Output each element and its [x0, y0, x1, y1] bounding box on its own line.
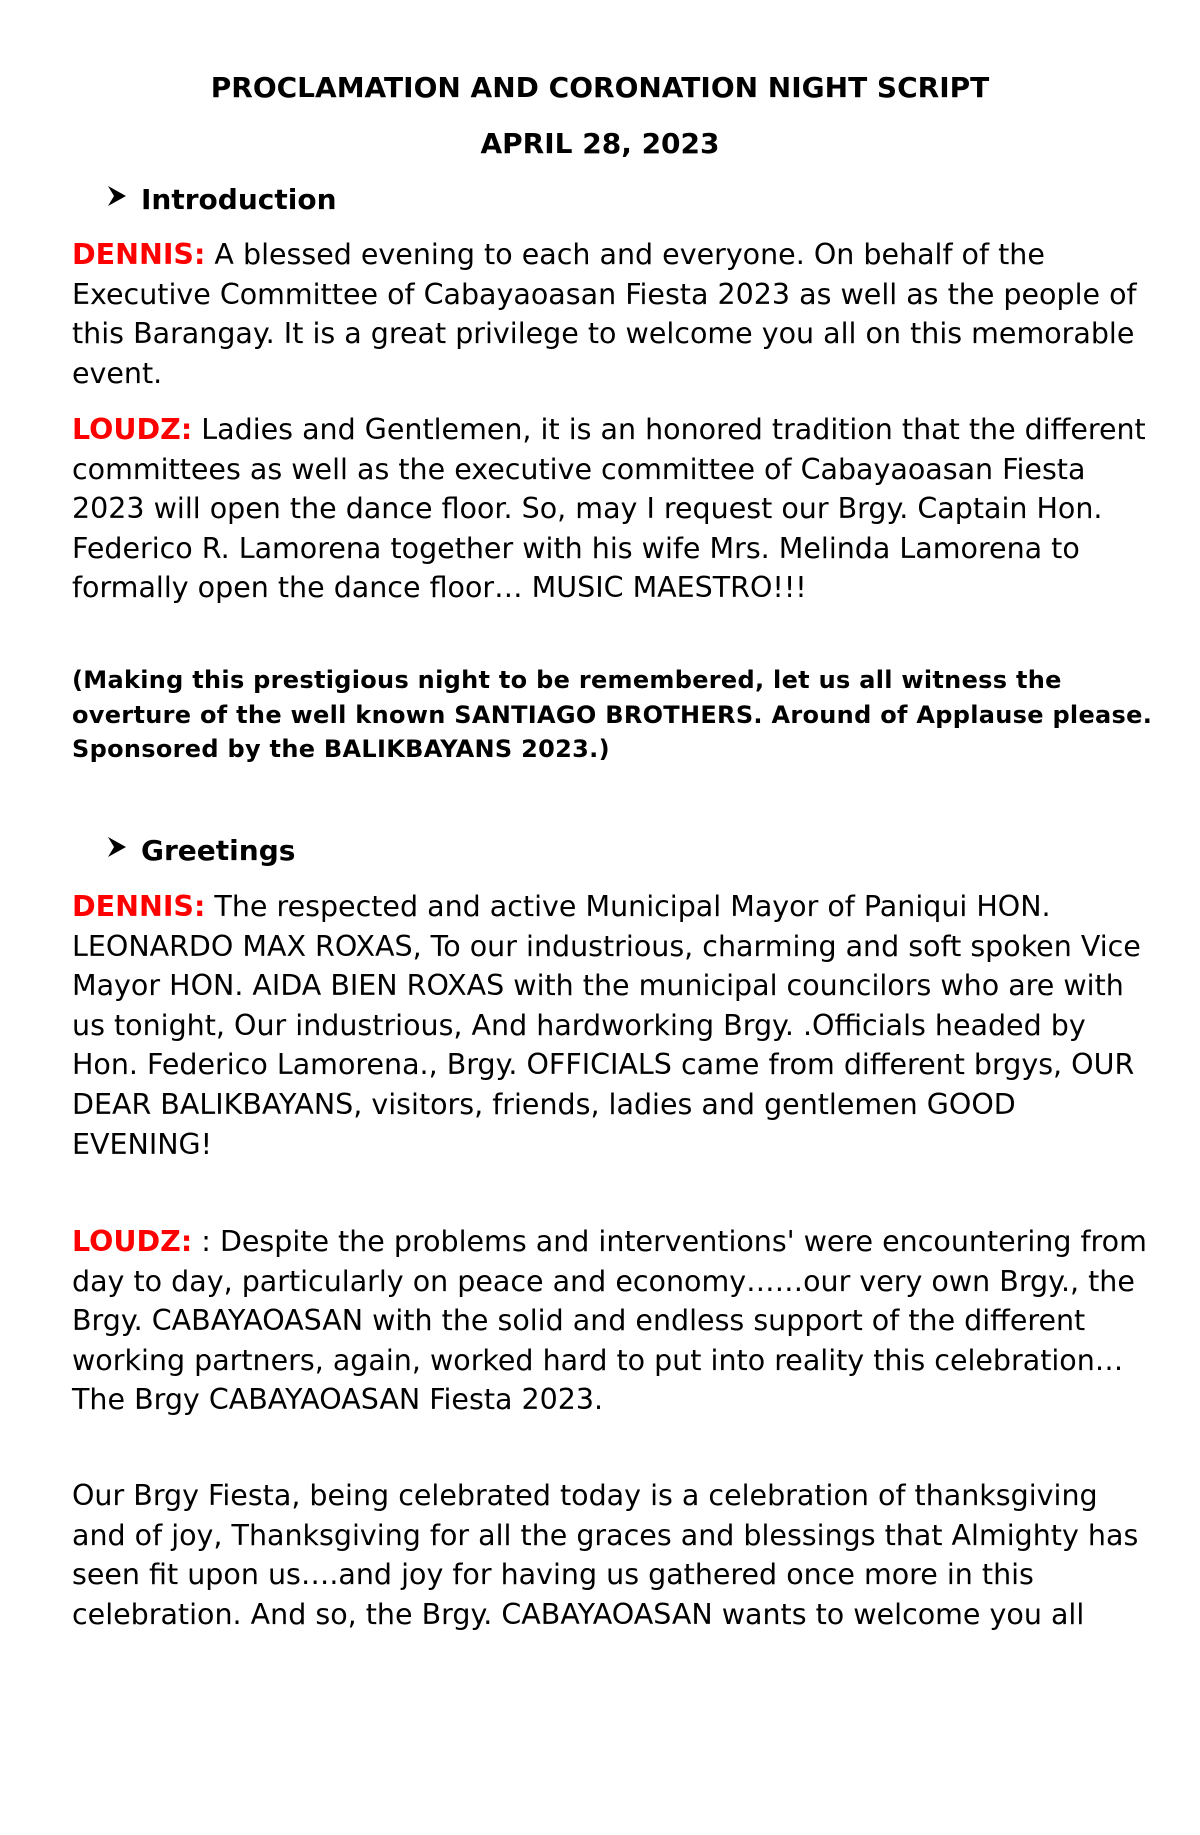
dialogue-paragraph [72, 887, 1152, 1164]
section-heading-label: Greetings [141, 834, 296, 867]
speaker-name: LOUDZ: [72, 1225, 193, 1258]
dialogue-text: : Despite the problems and interventions' were encountering from day to day, particularly on peace and economy……our very own Brgy., the Brgy. CABAYAOASAN with the solid and endless support of the different working partners, again, worked hard to put into reality this celebration…The Brgy CABAYAOASAN Fiesta 2023. [72, 1225, 1147, 1417]
dialogue-paragraph [72, 1222, 1152, 1420]
section-heading-greetings [103, 831, 295, 871]
dialogue-text: A blessed evening to each and everyone. On behalf of the Executive Committee of Cabayaoasan Fiesta 2023 as well as the people of this Barangay. It is a great privilege to welcome you all on this memorable event. [72, 238, 1137, 390]
speaker-name: DENNIS: [72, 890, 206, 923]
dialogue-text: Ladies and Gentlemen, it is an honored tradition that the different committees as well as the executive committee of Cabayaoasan Fiesta 2023 will open the dance floor. So, may I request our Brgy. Captain Hon. Federico R. Lamorena together with his wife Mrs. Melinda Lamorena to formally open the dance floor… MUSIC MAESTRO!!! [72, 413, 1146, 605]
arrow-bullet-icon [103, 180, 131, 220]
dialogue-text: Our Brgy Fiesta, being celebrated today is a celebration of thanksgiving and of joy, Thanksgiving for all the graces and blessings that Almighty has seen fit upon us….and joy for having us gathered once more in this celebration. And so, the Brgy. CABAYAOASAN wants to welcome you all [72, 1479, 1139, 1631]
stage-direction-note: (Making this prestigious night to be remembered, let us all witness the overture of the well known SANTIAGO BROTHERS. Around of Applause please. Sponsored by the BALIKBAYANS 2023.) [72, 666, 1153, 763]
dialogue-text: The respected and active Municipal Mayor of Paniqui HON. LEONARDO MAX ROXAS, To our industrious, charming and soft spoken Vice Mayor HON. AIDA BIEN ROXAS with the municipal councilors who are with us tonight, Our industrious, And hardworking Brgy. .Officials headed by Hon. Federico Lamorena., Brgy. OFFICIALS came from different brgys, OUR DEAR BALIKBAYANS, visitors, friends, ladies and gentlemen GOOD EVENING! [72, 890, 1141, 1161]
dialogue-paragraph [72, 1476, 1152, 1634]
section-heading-label: Introduction [141, 183, 337, 216]
dialogue-paragraph [72, 235, 1152, 393]
section-heading-introduction [103, 180, 337, 220]
speaker-name: LOUDZ: [72, 413, 193, 446]
document-title: PROCLAMATION AND CORONATION NIGHT SCRIPT [210, 71, 990, 104]
dialogue-paragraph [72, 410, 1152, 608]
document-date: APRIL 28, 2023 [480, 127, 720, 160]
arrow-bullet-icon [103, 831, 131, 871]
speaker-name: DENNIS: [72, 238, 206, 271]
